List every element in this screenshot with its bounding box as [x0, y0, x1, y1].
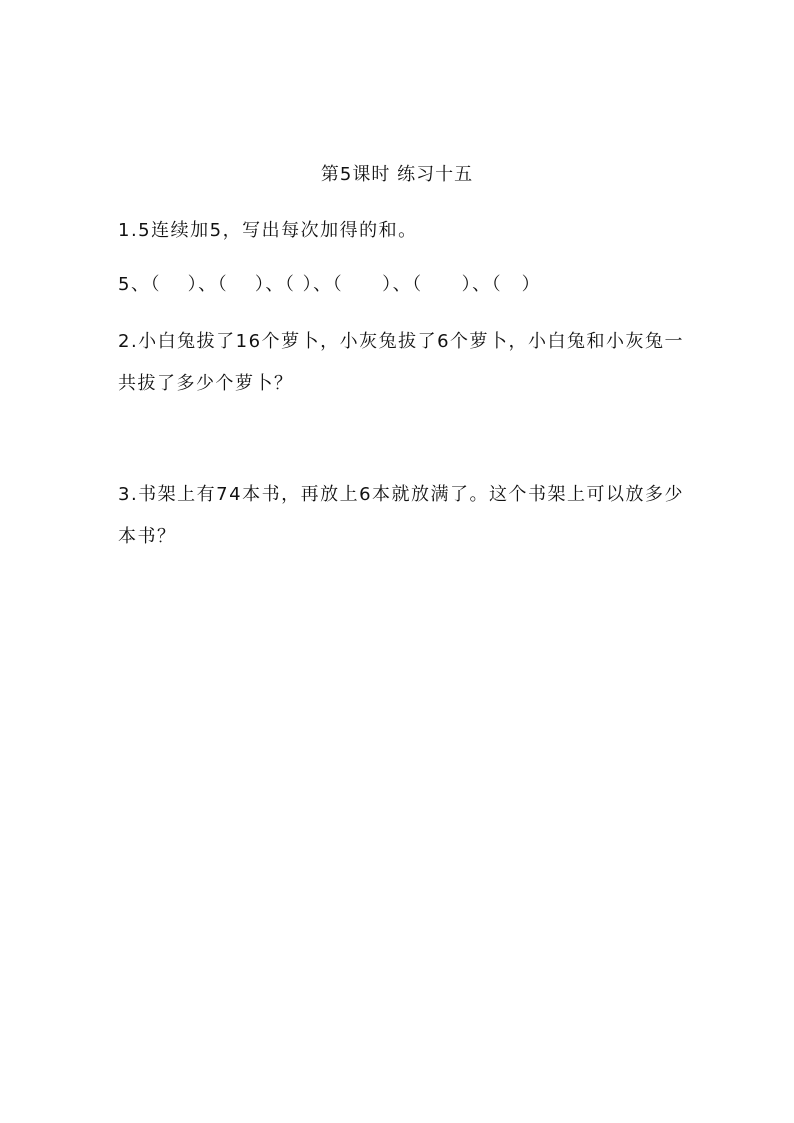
- question-3-line-2: 本书？: [118, 526, 177, 547]
- question-3-line-1: 3.书架上有74本书，再放上6本就放满了。这个书架上可以放多少: [118, 484, 685, 505]
- question-2-line-2: 共拔了多少个萝卜？: [118, 373, 294, 394]
- page-title: 第5课时 练习十五: [320, 164, 474, 185]
- question-1-prompt: 1.5连续加5，写出每次加得的和。: [118, 220, 418, 241]
- question-2-line-1: 2.小白兔拔了16个萝卜，小灰兔拔了6个萝卜，小白兔和小灰兔一: [118, 331, 685, 352]
- question-1-answer-row: 5、（ ）、（ ）、（ ）、（ ）、（ ）、（ ）: [118, 274, 542, 295]
